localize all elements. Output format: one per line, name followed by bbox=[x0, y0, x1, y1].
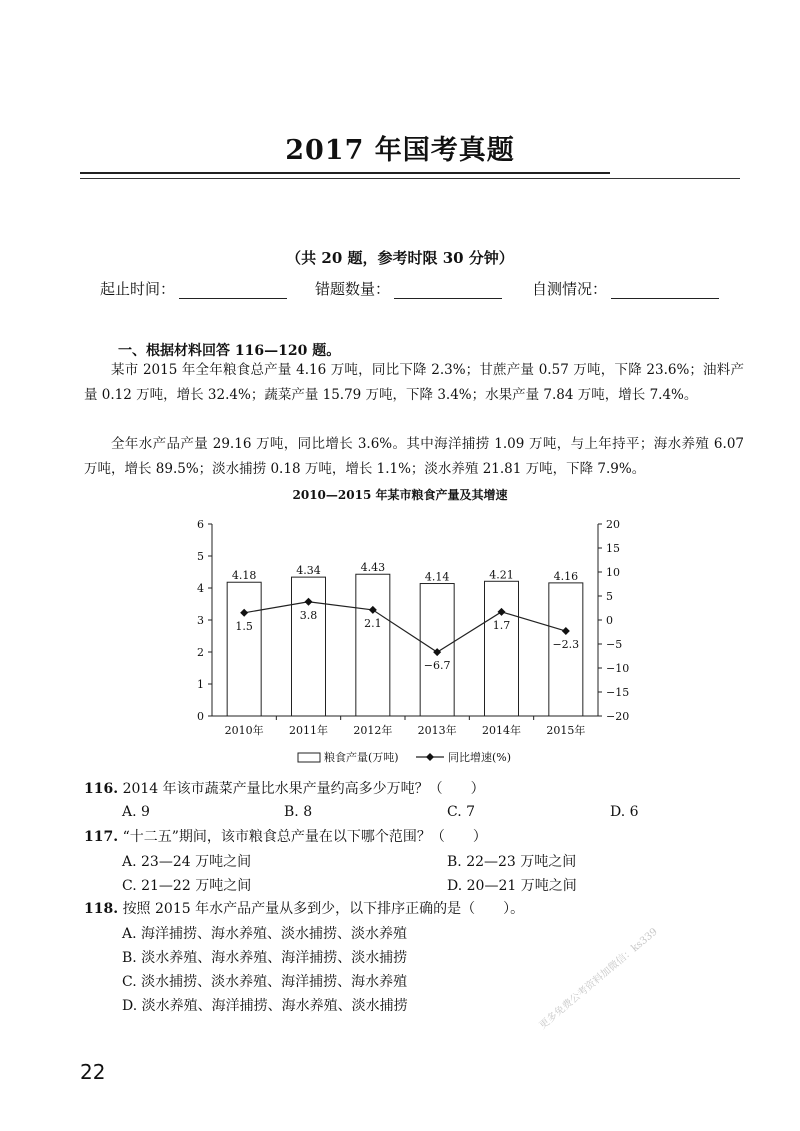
q118-option-c[interactable]: C. 淡水捕捞、淡水养殖、海洋捕捞、海水养殖 bbox=[122, 974, 408, 990]
question-116 bbox=[84, 778, 485, 798]
question-number: 117. bbox=[84, 829, 119, 845]
grain-output-chart bbox=[180, 510, 640, 778]
x-tick-label: 2013年 bbox=[417, 724, 457, 737]
left-tick-label: 3 bbox=[197, 614, 204, 627]
q117-option-b[interactable]: B. 22—23 万吨之间 bbox=[447, 854, 577, 870]
bar-value-label: 4.34 bbox=[296, 564, 321, 578]
q118-option-b[interactable]: B. 淡水养殖、海水养殖、海洋捕捞、淡水捕捞 bbox=[122, 950, 408, 966]
q116-option-d[interactable]: D. 6 bbox=[610, 804, 639, 820]
right-tick-label: −5 bbox=[606, 638, 623, 651]
right-tick-label: 20 bbox=[606, 518, 620, 531]
left-tick-label: 4 bbox=[197, 582, 204, 595]
self-assessment-label: 自测情况： bbox=[532, 280, 608, 298]
bar-value-label: 4.43 bbox=[360, 561, 386, 575]
x-tick-label: 2014年 bbox=[482, 724, 521, 737]
right-tick-label: −15 bbox=[606, 686, 630, 699]
bar-value-label: 4.14 bbox=[424, 570, 450, 584]
growth-value-label: −6.7 bbox=[423, 659, 451, 673]
self-assessment-blank[interactable] bbox=[611, 284, 719, 299]
right-tick-label: 10 bbox=[606, 566, 620, 579]
question-text: 按照 2015 年水产品产量从多到少，以下排序正确的是（ ）。 bbox=[122, 901, 525, 917]
page-title: 2017 年国考真题 bbox=[285, 135, 515, 166]
legend-line-marker bbox=[426, 753, 434, 761]
left-tick-label: 2 bbox=[197, 646, 204, 659]
growth-value-label: 2.1 bbox=[364, 616, 382, 630]
chart-bars bbox=[227, 574, 583, 716]
self-assessment-field[interactable] bbox=[532, 278, 719, 299]
question-text: 2014 年该市蔬菜产量比水果产量约高多少万吨？（ ） bbox=[122, 781, 485, 797]
watermark: 更多免费公考资料加微信：ks339 bbox=[537, 926, 660, 1032]
title-divider-thick bbox=[80, 172, 610, 174]
q117-option-a[interactable]: A. 23—24 万吨之间 bbox=[122, 854, 252, 870]
q116-option-b[interactable]: B. 8 bbox=[284, 804, 313, 820]
growth-value-label: −2.3 bbox=[552, 638, 580, 652]
growth-value-label: 1.7 bbox=[492, 618, 511, 632]
left-tick-label: 5 bbox=[197, 550, 204, 563]
right-tick-label: 5 bbox=[606, 590, 613, 603]
question-text: “十二五”期间，该市粮食总产量在以下哪个范围？（ ） bbox=[122, 829, 487, 845]
growth-value-label: 1.5 bbox=[235, 619, 253, 633]
x-tick-label: 2010年 bbox=[224, 724, 264, 737]
page-number: 22 bbox=[80, 1060, 106, 1084]
error-count-blank[interactable] bbox=[394, 284, 502, 299]
left-tick-label: 1 bbox=[197, 678, 204, 691]
error-count-label: 错题数量： bbox=[315, 280, 391, 298]
x-tick-label: 2012年 bbox=[353, 724, 393, 737]
bar-2014年 bbox=[485, 581, 519, 716]
bar-value-label: 4.16 bbox=[553, 569, 579, 583]
exam-subtitle: （共 20 题，参考时限 30 分钟） bbox=[286, 249, 514, 267]
q118-option-d[interactable]: D. 淡水养殖、海洋捕捞、海水养殖、淡水捕捞 bbox=[122, 998, 408, 1014]
chart-legend bbox=[298, 750, 511, 764]
chart-title: 2010—2015 年某市粮食产量及其增速 bbox=[292, 488, 508, 502]
x-tick-label: 2011年 bbox=[289, 724, 328, 737]
error-count-field[interactable] bbox=[315, 278, 502, 299]
material-paragraph-2: 全年水产品产量 29.16 万吨，同比增长 3.6%。其中海洋捕捞 1.09 万吨，与上年持平；海水养殖 6.07 万吨，增长 89.5%；淡水捕捞 0.18 万吨，增长 1.1%；淡水养殖 21.81 万吨，下降 7.9%。 bbox=[84, 436, 744, 477]
growth-value-label: 3.8 bbox=[299, 608, 318, 622]
bar-value-label: 4.18 bbox=[231, 569, 257, 583]
legend-bar-label: 粮食产量(万吨) bbox=[324, 751, 399, 764]
right-tick-label: −20 bbox=[606, 710, 630, 723]
q118-option-a[interactable]: A. 海洋捕捞、海水养殖、淡水捕捞、淡水养殖 bbox=[122, 926, 408, 942]
legend-line-label: 同比增速(%) bbox=[448, 751, 512, 764]
chart-data-labels bbox=[232, 561, 579, 672]
section-heading: 一、根据材料回答 116—120 题。 bbox=[118, 343, 341, 359]
start-end-time-blank[interactable] bbox=[179, 284, 287, 299]
q116-option-c[interactable]: C. 7 bbox=[447, 804, 476, 820]
bar-2012年 bbox=[356, 574, 390, 716]
left-tick-label: 0 bbox=[197, 710, 204, 723]
q117-option-c[interactable]: C. 21—22 万吨之间 bbox=[122, 878, 252, 894]
start-end-time-field[interactable] bbox=[100, 278, 287, 299]
q117-option-d[interactable]: D. 20—21 万吨之间 bbox=[447, 878, 577, 894]
q116-option-a[interactable]: A. 9 bbox=[122, 804, 150, 820]
right-tick-label: 15 bbox=[606, 542, 620, 555]
bar-2010年 bbox=[227, 582, 261, 716]
legend-bar-swatch bbox=[298, 753, 320, 762]
start-end-time-label: 起止时间： bbox=[100, 280, 176, 298]
bar-value-label: 4.21 bbox=[489, 568, 514, 582]
question-117 bbox=[84, 826, 487, 846]
right-tick-label: 0 bbox=[606, 614, 613, 627]
left-tick-label: 6 bbox=[197, 518, 204, 531]
question-number: 116. bbox=[84, 781, 119, 797]
x-tick-label: 2015年 bbox=[546, 724, 586, 737]
title-divider-thin bbox=[80, 178, 740, 179]
material-paragraph-1: 某市 2015 年全年粮食总产量 4.16 万吨，同比下降 2.3%；甘蔗产量 0.57 万吨，下降 23.6%；油料产量 0.12 万吨，增长 32.4%；蔬菜产量 15.79 万吨，下降 3.4%；水果产量 7.84 万吨，增长 7.4%。 bbox=[84, 362, 744, 403]
question-118 bbox=[84, 898, 524, 918]
right-tick-label: −10 bbox=[606, 662, 630, 675]
question-number: 118. bbox=[84, 901, 119, 917]
chart-growth-line bbox=[240, 598, 570, 656]
